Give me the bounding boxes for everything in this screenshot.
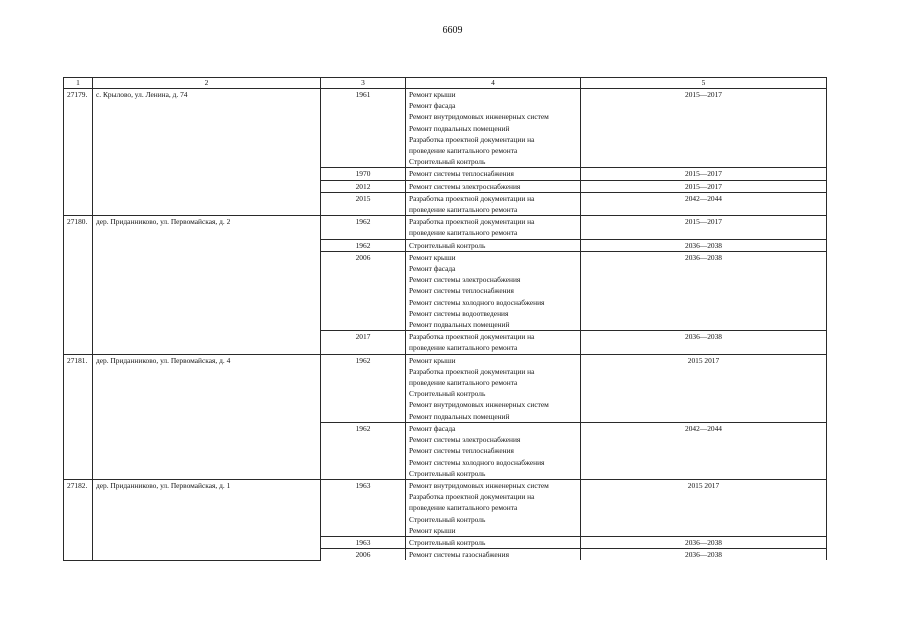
repair-period: 2042—2044 <box>581 422 827 479</box>
entry-number: 27182. <box>64 479 93 560</box>
work-item: проведение капитального ремонта <box>409 146 518 156</box>
work-item: Ремонт системы теплоснабжения <box>409 286 514 296</box>
page-number: 6609 <box>442 25 463 36</box>
work-item: Ремонт крыши <box>409 252 456 262</box>
work-item: проведение капитального ремонта <box>409 228 518 238</box>
work-item: Ремонт системы холодного водоснабжения <box>409 457 545 467</box>
work-item: Строительный контроль <box>409 514 486 524</box>
works-list <box>406 192 581 215</box>
entry-number: 27181. <box>64 354 93 479</box>
work-item: Ремонт системы теплоснабжения <box>409 446 514 456</box>
works-list <box>406 168 581 180</box>
work-item: проведение капитального ремонта <box>409 205 518 215</box>
entry-address: дер. Приданниково, ул. Первомайская, д. 4 <box>93 354 321 479</box>
table-row <box>64 89 827 168</box>
works-list <box>406 549 581 561</box>
works-list <box>406 422 581 479</box>
build-year: 2017 <box>321 331 406 354</box>
header-cell-1: 1 <box>64 78 93 89</box>
build-year: 2006 <box>321 251 406 330</box>
work-item: Ремонт подвальных помещений <box>409 123 510 133</box>
work-item: Строительный контроль <box>409 389 486 399</box>
repair-period: 2015 2017 <box>581 479 827 536</box>
entry-number: 27180. <box>64 216 93 354</box>
work-item: Строительный контроль <box>409 537 486 547</box>
build-year: 1962 <box>321 354 406 422</box>
work-item: Ремонт системы теплоснабжения <box>409 169 514 179</box>
repair-period: 2015—2017 <box>581 89 827 168</box>
header-cell-4: 4 <box>406 78 581 89</box>
work-item: Разработка проектной документации на <box>409 366 535 376</box>
build-year: 1963 <box>321 536 406 548</box>
work-item: Ремонт системы холодного водоснабжения <box>409 297 545 307</box>
repair-period: 2015—2017 <box>581 180 827 192</box>
repair-period: 2036—2038 <box>581 536 827 548</box>
build-year: 1961 <box>321 89 406 168</box>
work-item: Ремонт внутридомовых инженерных систем <box>409 112 549 122</box>
entry-address: дер. Приданниково, ул. Первомайская, д. 1 <box>93 479 321 560</box>
works-list <box>406 354 581 422</box>
build-year: 2006 <box>321 549 406 561</box>
work-item: Разработка проектной документации на <box>409 332 535 342</box>
work-item: Разработка проектной документации на <box>409 193 535 203</box>
work-item: Ремонт фасада <box>409 101 456 111</box>
build-year: 1962 <box>321 239 406 251</box>
repair-period: 2042—2044 <box>581 192 827 215</box>
works-list <box>406 89 581 168</box>
work-item: Ремонт фасада <box>409 423 456 433</box>
work-item: проведение капитального ремонта <box>409 343 518 353</box>
work-item: Ремонт крыши <box>409 90 456 99</box>
works-list <box>406 331 581 354</box>
work-item: Ремонт подвальных помещений <box>409 411 510 421</box>
entry-number: 27179. <box>64 89 93 216</box>
work-item: Ремонт фасада <box>409 264 456 274</box>
repair-period: 2036—2038 <box>581 251 827 330</box>
works-list <box>406 239 581 251</box>
entry-address: дер. Приданниково, ул. Первомайская, д. 2 <box>93 216 321 354</box>
table-row <box>64 354 827 422</box>
works-list <box>406 479 581 536</box>
header-cell-5: 5 <box>581 78 827 89</box>
work-item: Ремонт внутридомовых инженерных систем <box>409 400 549 410</box>
build-year: 1963 <box>321 479 406 536</box>
work-item: Строительный контроль <box>409 240 486 250</box>
work-item: Разработка проектной документации на <box>409 134 535 144</box>
repair-period: 2015—2017 <box>581 168 827 180</box>
work-item: Ремонт системы электроснабжения <box>409 275 521 285</box>
work-item: проведение капитального ремонта <box>409 378 518 388</box>
work-item: Ремонт системы водоотведения <box>409 308 509 318</box>
work-item: Ремонт внутридомовых инженерных систем <box>409 480 549 490</box>
repair-period: 2015 2017 <box>581 354 827 422</box>
work-item: Ремонт системы электроснабжения <box>409 181 521 191</box>
works-list <box>406 536 581 548</box>
work-item: Разработка проектной документации на <box>409 217 535 227</box>
work-item: Ремонт подвальных помещений <box>409 320 510 330</box>
work-item: проведение капитального ремонта <box>409 503 518 513</box>
work-item: Ремонт системы электроснабжения <box>409 435 521 445</box>
works-list <box>406 251 581 330</box>
work-item: Ремонт крыши <box>409 355 456 365</box>
work-item: Строительный контроль <box>409 468 486 478</box>
work-item: Ремонт системы газоснабжения <box>409 550 509 560</box>
table-row <box>64 216 827 239</box>
build-year: 1962 <box>321 216 406 239</box>
build-year: 2015 <box>321 192 406 215</box>
table-row <box>64 479 827 536</box>
works-list <box>406 180 581 192</box>
work-item: Строительный контроль <box>409 157 486 167</box>
build-year: 2012 <box>321 180 406 192</box>
work-item: Разработка проектной документации на <box>409 492 535 502</box>
repair-period: 2036—2038 <box>581 239 827 251</box>
repair-period: 2036—2038 <box>581 331 827 354</box>
build-year: 1970 <box>321 168 406 180</box>
header-cell-2: 2 <box>93 78 321 89</box>
header-row <box>64 78 827 89</box>
entry-address: с. Крылово, ул. Ленина, д. 74 <box>93 89 321 216</box>
repair-period: 2036—2038 <box>581 549 827 561</box>
repair-period: 2015—2017 <box>581 216 827 239</box>
repair-schedule-table <box>63 77 827 561</box>
build-year: 1962 <box>321 422 406 479</box>
work-item: Ремонт крыши <box>409 525 456 535</box>
works-list <box>406 216 581 239</box>
header-cell-3: 3 <box>321 78 406 89</box>
